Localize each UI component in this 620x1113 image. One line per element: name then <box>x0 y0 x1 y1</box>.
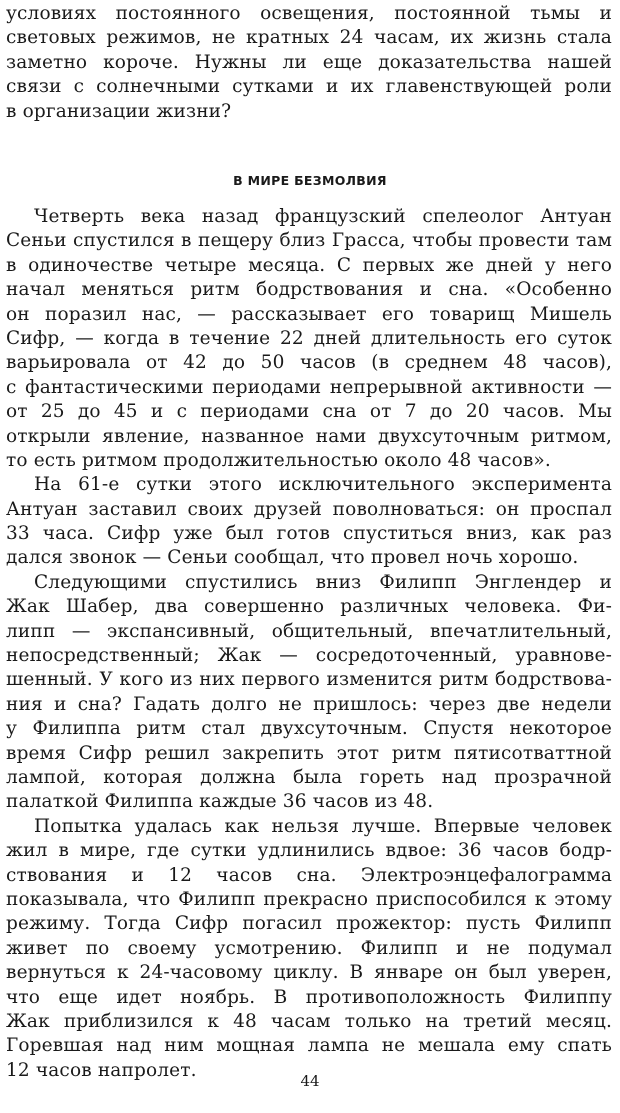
text-line: варьировала от 42 до 50 часов (в среднем 48 часов), <box>6 352 612 374</box>
text-line: 12 часов напролет. <box>6 1059 197 1081</box>
text-line: Сеньи спустился в пещеру близ Грасса, чтобы провести там <box>6 230 612 252</box>
text-line: лампой, которая должна была гореть над прозрачной <box>6 766 612 788</box>
text-line: показывала, что Филипп прекрасно приспособился к этому <box>6 888 612 910</box>
text-line: Антуан заставил своих друзей поволноваться: он проспал <box>6 498 612 520</box>
text-line: липп — экспансивный, общительный, впечатлительный, <box>6 620 612 642</box>
text-line: у Филиппа ритм стал двухсуточным. Спустя некоторое <box>6 718 612 740</box>
intro-paragraph <box>6 2 612 124</box>
text-line: от 25 до 45 и с периодами сна от 7 до 20 часов. Мы <box>6 401 612 423</box>
text-line: Сифр, — когда в течение 22 дней длительность его суток <box>6 327 612 349</box>
text-line: открыли явление, названное нами двухсуточным ритмом, <box>6 425 612 447</box>
text-line: начал меняться ритм бодрствования и сна. «Особенно <box>6 279 612 301</box>
text-line: ствования и 12 часов сна. Электроэнцефалограмма <box>6 864 612 886</box>
text-line: дался звонок — Сеньи сообщал, что провел ночь хорошо. <box>6 547 579 569</box>
text-line: то есть ритмом продолжительностью около 48 часов». <box>6 449 551 471</box>
text-line: Горевшая над ним мощная лампа не мешала ему спать <box>6 1035 612 1057</box>
text-line: связи с солнечными сутками и их главенствующей роли <box>6 76 612 98</box>
text-line: Жак Шабер, два совершенно различных человека. Фи- <box>6 596 612 618</box>
text-line: жил в мире, где сутки удлинились вдвое: 36 часов бодр- <box>6 840 612 862</box>
text-line: Жак приблизился к 48 часам только на третий месяц. <box>6 1010 612 1032</box>
text-line: условиях постоянного освещения, постоянной тьмы и <box>6 3 612 24</box>
body-text <box>6 205 612 1083</box>
text-line: Четверть века назад французский спелеолог Антуан <box>34 206 612 227</box>
text-line: Попытка удалась как нельзя лучше. Впервые человек <box>34 815 612 837</box>
text-line: непосредственный; Жак — сосредоточенный, уравнове- <box>6 645 612 667</box>
text-line: с фантастическими периодами непрерывной активности — <box>6 376 612 398</box>
text-line: живет по своему усмотрению. Филипп и не подумал <box>6 937 612 959</box>
text-line: палаткой Филиппа каждые 36 часов из 48. <box>6 791 434 813</box>
text-line: вернуться к 24-часовому циклу. В январе он был уверен, <box>6 962 612 984</box>
text-line: Следующими спустились вниз Филипп Энглендер и <box>34 571 612 593</box>
text-line: в одиночестве четыре месяца. С первых же дней у него <box>6 254 612 276</box>
text-line: он поразил нас, — рассказывает его товарищ Мишель <box>6 303 612 325</box>
section-heading: В МИРЕ БЕЗМОЛВИЯ <box>233 173 387 188</box>
text-line: заметно короче. Нужны ли еще доказательства нашей <box>6 51 612 73</box>
text-line: в организации жизни? <box>6 100 232 122</box>
text-line: ния и сна? Гадать долго не пришлось: через две недели <box>6 693 612 715</box>
text-line: время Сифр решил закрепить этот ритм пятисотваттной <box>6 742 612 764</box>
text-line: 33 часа. Сифр уже был готов спуститься вниз, как раз <box>6 523 612 545</box>
page-number: 44 <box>300 1072 320 1090</box>
text-line: что еще идет ноябрь. В противоположность Филиппу <box>6 986 612 1008</box>
text-line: световых режимов, не кратных 24 часам, их жизнь стала <box>6 27 612 49</box>
text-line: режиму. Тогда Сифр погасил прожектор: пусть Филипп <box>6 913 612 935</box>
text-line: шенный. У кого из них первого изменится ритм бодрствова- <box>6 669 612 691</box>
text-line: На 61-е сутки этого исключительного эксперимента <box>34 474 612 496</box>
